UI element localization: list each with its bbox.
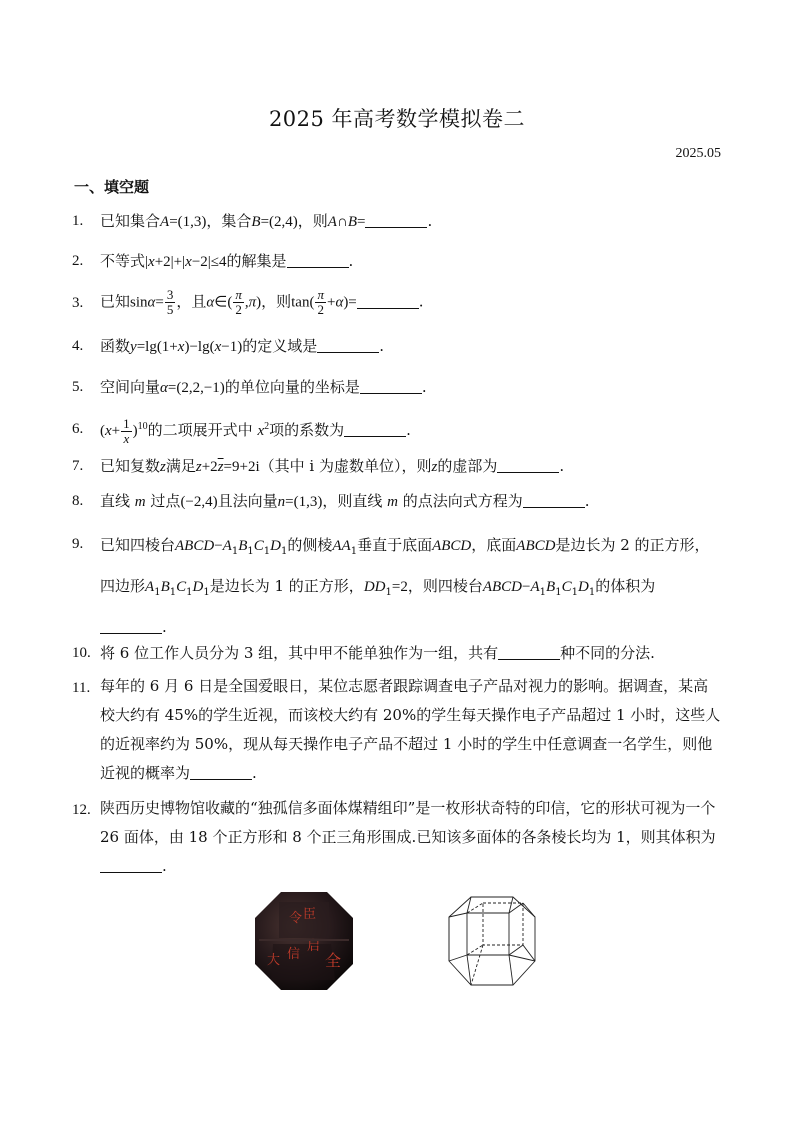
question-text: 不等式|x+2|+|x−2|≤4的解集是 . bbox=[100, 252, 354, 270]
question-3 bbox=[72, 288, 722, 317]
seal-glyph: 臣 bbox=[303, 907, 317, 922]
question-number: 9. bbox=[72, 536, 84, 552]
question-number: 11. bbox=[72, 680, 91, 696]
section-heading: 一、填空题 bbox=[74, 178, 150, 196]
question-11 bbox=[72, 672, 722, 788]
question-text: 已知sinα= $\frac{3}{5}$ ，且α∈( $\frac{\pi}{2}$ ,π)，则tan( $\frac{\pi}{2}$ +α)= . bbox=[100, 287, 424, 317]
answer-blank[interactable] bbox=[287, 253, 349, 268]
answer-blank[interactable] bbox=[497, 458, 559, 473]
seal-glyph: 全 bbox=[325, 951, 342, 970]
question-text: 每年的 6 月 6 日是全国爱眼日，某位志愿者跟踪调查电子产品对视力的影响。据调查，某高校大约有 45%的学生近视，而该校大约有 20%的学生每天操作电子产品超过 1 小时，这些人的近视率约为 50%，现从每天操作电子产品不超过 1 小时的学生中任意调查一名学生，则他近视的概率为 . bbox=[100, 677, 721, 782]
answer-blank[interactable] bbox=[498, 645, 560, 660]
question-number: 12. bbox=[72, 802, 91, 818]
answer-blank[interactable] bbox=[365, 213, 427, 228]
seal-glyph: 大 bbox=[267, 953, 281, 968]
question-5 bbox=[72, 374, 722, 401]
answer-blank[interactable] bbox=[100, 858, 162, 873]
question-number: 1. bbox=[72, 213, 84, 229]
question-8 bbox=[72, 488, 722, 515]
question-number: 6. bbox=[72, 421, 84, 437]
question-text: 函数y=lg(1+x)−lg(x−1)的定义域是 . bbox=[100, 337, 385, 355]
answer-blank[interactable] bbox=[344, 422, 406, 437]
seal-photo bbox=[251, 888, 357, 994]
question-number: 5. bbox=[72, 379, 84, 395]
answer-blank[interactable] bbox=[523, 493, 585, 508]
question-text: 陕西历史博物馆收藏的“独孤信多面体煤精组印”是一枚形状奇特的印信，它的形状可视为一个 26 面体，由 18 个正方形和 8 个正三角形围成.已知该多面体的各条棱长均为 1，则其体积为. bbox=[100, 799, 716, 875]
answer-blank[interactable] bbox=[360, 379, 422, 394]
question-7 bbox=[72, 453, 722, 480]
question-2 bbox=[72, 248, 722, 275]
question-text: 直线 m 过点(−2,4)且法向量n=(1,3)，则直线 m 的点法向式方程为 . bbox=[100, 492, 590, 510]
question-number: 10. bbox=[72, 645, 91, 661]
question-number: 7. bbox=[72, 458, 84, 474]
answer-blank[interactable] bbox=[357, 294, 419, 309]
question-10 bbox=[72, 640, 722, 666]
question-text: 已知集合A=(1,3)，集合B=(2,4)，则A∩B= . bbox=[100, 212, 433, 230]
seal-glyph: 启 bbox=[307, 939, 321, 954]
question-12 bbox=[72, 794, 722, 881]
question-text: 已知四棱台$ABCD-A_1B_1C_1D_1$的侧棱$AA_1$垂直于底面ABCD，底面ABCD是边长为 2 的正方形，四边形$A_1B_1C_1D_1$是边长为 1 的正方形，$DD_1=2$，则四棱台$ABCD-A_1B_1C_1D_1$的体积为 . bbox=[100, 536, 710, 636]
seal-glyph: 令 bbox=[289, 911, 303, 926]
question-number: 8. bbox=[72, 493, 84, 509]
question-6 bbox=[72, 414, 722, 446]
question-number: 2. bbox=[72, 253, 84, 269]
answer-blank[interactable] bbox=[100, 619, 162, 634]
question-1 bbox=[72, 208, 722, 235]
polyhedron-diagram bbox=[443, 893, 541, 991]
answer-blank[interactable] bbox=[190, 765, 252, 780]
question-text: (x+ $\frac{1}{x}$ )$^{10}$的二项展开式中 $x^2$项的系数为 . bbox=[100, 415, 411, 446]
question-9 bbox=[72, 528, 722, 644]
question-text: 空间向量α=(2,2,−1)的单位向量的坐标是 . bbox=[100, 378, 427, 396]
seal-glyph: 信 bbox=[287, 947, 301, 962]
question-4 bbox=[72, 333, 722, 360]
page-title: 2025 年高考数学模拟卷二 bbox=[268, 107, 526, 131]
question-number: 4. bbox=[72, 338, 84, 354]
question-text: 将 6 位工作人员分为 3 组，其中甲不能单独作为一组，共有 种不同的分法. bbox=[100, 644, 655, 662]
question-text: 已知复数z满足$z+2\overline{z}=9+2i$（其中 i 为虚数单位），则z的虚部为 . bbox=[100, 457, 565, 475]
question-number: 3. bbox=[72, 295, 84, 311]
exam-date: 2025.05 bbox=[675, 146, 721, 161]
answer-blank[interactable] bbox=[317, 338, 379, 353]
